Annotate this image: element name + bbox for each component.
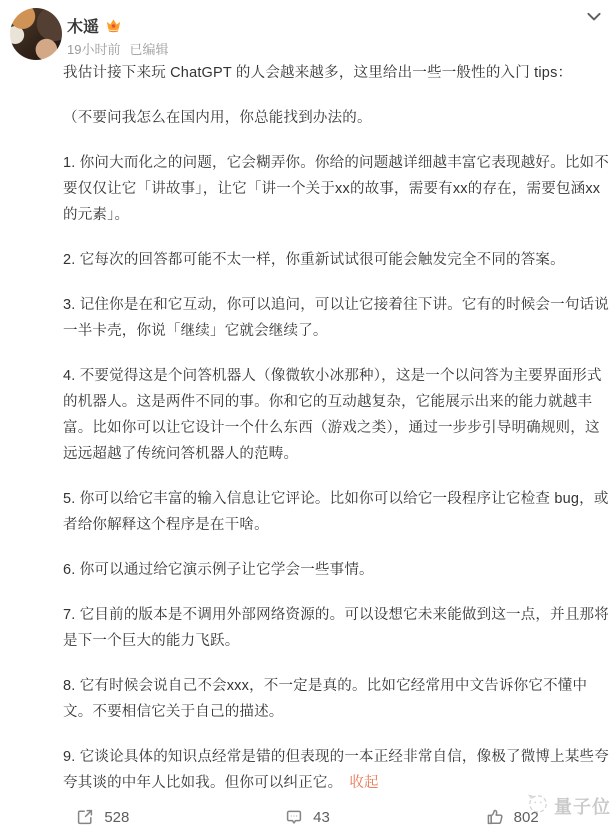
repost-icon	[75, 807, 95, 827]
post-meta	[67, 39, 168, 58]
post-content	[63, 60, 611, 796]
post-paragraph: 2. 它每次的回答都可能不太一样，你重新试试很可能会触发完全不同的答案。	[63, 252, 565, 268]
comment-count: 43	[313, 808, 330, 826]
post-paragraph: 7. 它目前的版本是不调用外部网络资源的。可以设想它未来能做到这一点，并且那将是下一个巨大的能力飞跃。	[63, 607, 609, 649]
post-paragraph	[63, 744, 611, 796]
comment-button[interactable]	[205, 807, 410, 827]
post-paragraph: 1. 你问大而化之的问题，它会糊弄你。你给的问题越详细越丰富它表现越好。比如不要仅仅让它「讲故事」，让它「讲一个关于xx的故事，需要有xx的存在，需要包涵xx的元素」。	[63, 155, 609, 223]
watermark-text: 量子位	[554, 796, 611, 817]
username[interactable]: 木遥	[67, 18, 100, 36]
post-paragraph: 5. 你可以给它丰富的输入信息让它评论。比如你可以给它一段程序让它检查 bug，或者给你解释这个程序是在干啥。	[63, 491, 609, 533]
post-paragraph: 3. 记住你是在和它互动，你可以追问，可以让它接着往下讲。它有的时候会一句话说一半卡壳，你说「继续」它就会继续了。	[63, 297, 609, 339]
post-paragraph: 6. 你可以通过给它演示例子让它学会一些事情。	[63, 562, 374, 578]
comment-icon	[284, 807, 304, 827]
post-paragraph-text: 9. 它谈论具体的知识点经常是错的但表现的一本正经非常自信，像极了微博上某些夸夸其谈的中年人比如我。但你可以纠正它。	[63, 749, 609, 791]
collapse-link[interactable]: 收起	[349, 775, 379, 791]
like-button[interactable]	[409, 807, 614, 827]
edited-badge: 已编辑	[129, 42, 169, 57]
action-bar	[0, 800, 614, 834]
thumbs-up-icon	[485, 807, 505, 827]
vip-crown-icon	[105, 17, 122, 34]
post-paragraph: （不要问我怎么在国内用，你总能找到办法的。	[63, 110, 372, 126]
timestamp: 19小时前	[67, 42, 121, 57]
like-count: 802	[513, 808, 539, 826]
repost-count: 528	[104, 808, 130, 826]
post-paragraph: 我估计接下来玩 ChatGPT 的人会越来越多，这里给出一些一般性的入门 tips：	[63, 65, 573, 81]
avatar[interactable]	[10, 8, 62, 60]
post-paragraph: 4. 不要觉得这是个问答机器人（像微软小冰那种），这是一个以问答为主要界面形式的机器人。这是两件不同的事。你和它的互动越复杂，它能展示出来的能力就越丰富。比如你可以让它设计一个什么东西（游戏之类），通过一步步引导明确规则，这远远超越了传统问答机器人的范畴。	[63, 368, 602, 462]
post-paragraph: 8. 它有时候会说自己不会xxx，不一定是真的。比如它经常用中文告诉你它不懂中文。不要相信它关于自己的描述。	[63, 678, 588, 720]
repost-button[interactable]	[0, 807, 205, 827]
chevron-down-icon[interactable]	[585, 8, 603, 26]
